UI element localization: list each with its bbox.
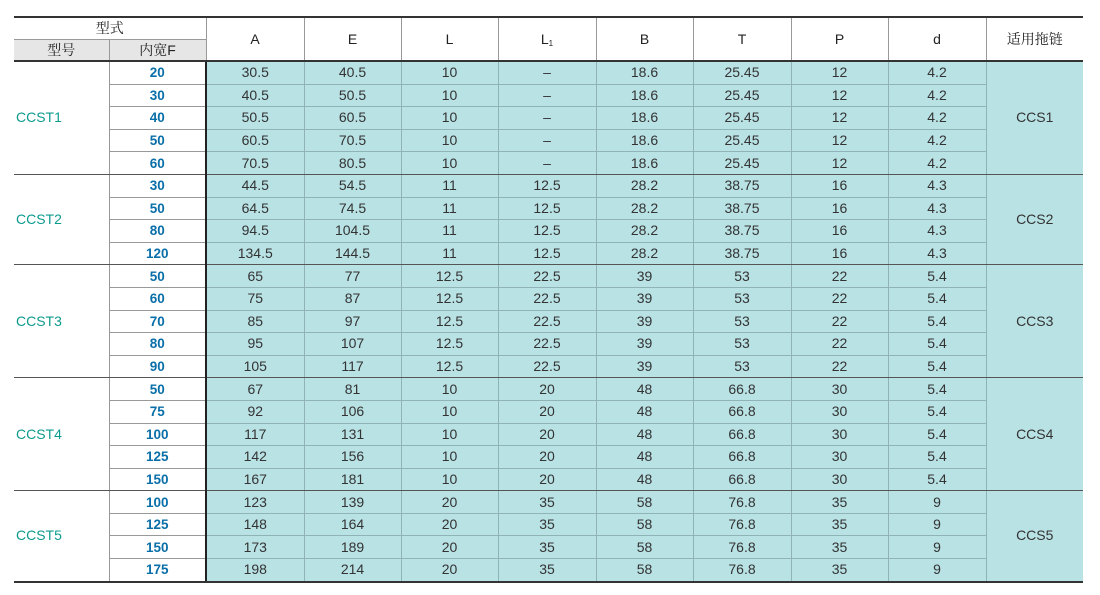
value-cell-e: 117 bbox=[304, 355, 401, 378]
col-header-chain: 适用拖链 bbox=[986, 17, 1083, 61]
value-cell-a: 95 bbox=[206, 333, 304, 356]
value-cell-l: 12.5 bbox=[401, 265, 498, 288]
value-cell-l1: 35 bbox=[498, 491, 596, 514]
value-cell-l: 10 bbox=[401, 152, 498, 175]
value-cell-b: 28.2 bbox=[596, 174, 693, 197]
value-cell-e: 156 bbox=[304, 446, 401, 469]
value-cell-t: 25.45 bbox=[693, 152, 791, 175]
value-cell-p: 35 bbox=[791, 491, 888, 514]
value-cell-p: 16 bbox=[791, 174, 888, 197]
value-cell-a: 117 bbox=[206, 423, 304, 446]
value-cell-e: 106 bbox=[304, 400, 401, 423]
value-cell-l1: 22.5 bbox=[498, 355, 596, 378]
value-cell-l: 10 bbox=[401, 378, 498, 401]
value-cell-a: 105 bbox=[206, 355, 304, 378]
value-cell-t: 25.45 bbox=[693, 61, 791, 84]
table-row bbox=[14, 513, 1083, 536]
value-cell-a: 60.5 bbox=[206, 129, 304, 152]
value-cell-e: 189 bbox=[304, 536, 401, 559]
value-cell-b: 48 bbox=[596, 468, 693, 491]
value-cell-d: 4.3 bbox=[888, 242, 986, 265]
value-cell-e: 77 bbox=[304, 265, 401, 288]
value-cell-p: 22 bbox=[791, 310, 888, 333]
value-cell-l1: 20 bbox=[498, 423, 596, 446]
table-row bbox=[14, 468, 1083, 491]
value-cell-l1: 20 bbox=[498, 400, 596, 423]
value-cell-l: 20 bbox=[401, 513, 498, 536]
value-cell-a: 92 bbox=[206, 400, 304, 423]
value-cell-l: 10 bbox=[401, 84, 498, 107]
value-cell-d: 5.4 bbox=[888, 378, 986, 401]
value-cell-e: 70.5 bbox=[304, 129, 401, 152]
value-cell-b: 28.2 bbox=[596, 220, 693, 243]
table-row bbox=[14, 174, 1083, 197]
value-cell-e: 107 bbox=[304, 333, 401, 356]
value-cell-p: 30 bbox=[791, 423, 888, 446]
col-header-b: B bbox=[596, 17, 693, 61]
value-cell-t: 66.8 bbox=[693, 423, 791, 446]
value-cell-l1: – bbox=[498, 152, 596, 175]
value-cell-b: 48 bbox=[596, 446, 693, 469]
value-cell-p: 12 bbox=[791, 84, 888, 107]
value-cell-l: 12.5 bbox=[401, 355, 498, 378]
value-cell-b: 48 bbox=[596, 423, 693, 446]
col-header-d: d bbox=[888, 17, 986, 61]
value-cell-d: 9 bbox=[888, 536, 986, 559]
value-cell-a: 198 bbox=[206, 559, 304, 582]
value-cell-t: 66.8 bbox=[693, 400, 791, 423]
value-cell-e: 144.5 bbox=[304, 242, 401, 265]
value-cell-l1: 12.5 bbox=[498, 174, 596, 197]
value-cell-t: 66.8 bbox=[693, 446, 791, 469]
value-cell-b: 18.6 bbox=[596, 84, 693, 107]
value-cell-d: 4.2 bbox=[888, 129, 986, 152]
width-cell: 125 bbox=[109, 513, 206, 536]
width-cell: 50 bbox=[109, 378, 206, 401]
col-header-p: P bbox=[791, 17, 888, 61]
value-cell-d: 5.4 bbox=[888, 333, 986, 356]
value-cell-p: 35 bbox=[791, 559, 888, 582]
value-cell-e: 74.5 bbox=[304, 197, 401, 220]
value-cell-d: 5.4 bbox=[888, 287, 986, 310]
value-cell-p: 30 bbox=[791, 400, 888, 423]
value-cell-d: 5.4 bbox=[888, 468, 986, 491]
value-cell-e: 80.5 bbox=[304, 152, 401, 175]
value-cell-p: 30 bbox=[791, 468, 888, 491]
value-cell-a: 64.5 bbox=[206, 197, 304, 220]
table-row bbox=[14, 107, 1083, 130]
spec-table-body bbox=[14, 61, 1083, 582]
width-cell: 150 bbox=[109, 536, 206, 559]
value-cell-l1: 35 bbox=[498, 513, 596, 536]
col-header-l: L bbox=[401, 17, 498, 61]
value-cell-b: 39 bbox=[596, 355, 693, 378]
col-header-l1-base: L bbox=[540, 30, 549, 47]
table-row bbox=[14, 310, 1083, 333]
value-cell-d: 9 bbox=[888, 559, 986, 582]
width-cell: 70 bbox=[109, 310, 206, 333]
value-cell-e: 181 bbox=[304, 468, 401, 491]
table-row bbox=[14, 129, 1083, 152]
value-cell-l1: 12.5 bbox=[498, 242, 596, 265]
value-cell-b: 58 bbox=[596, 536, 693, 559]
width-cell: 30 bbox=[109, 174, 206, 197]
value-cell-t: 25.45 bbox=[693, 84, 791, 107]
value-cell-l: 20 bbox=[401, 559, 498, 582]
value-cell-d: 5.4 bbox=[888, 400, 986, 423]
value-cell-p: 16 bbox=[791, 197, 888, 220]
table-row bbox=[14, 220, 1083, 243]
col-header-model: 型号 bbox=[14, 39, 109, 61]
width-cell: 100 bbox=[109, 423, 206, 446]
value-cell-t: 53 bbox=[693, 333, 791, 356]
value-cell-t: 25.45 bbox=[693, 107, 791, 130]
value-cell-l: 10 bbox=[401, 446, 498, 469]
value-cell-l1: 22.5 bbox=[498, 333, 596, 356]
value-cell-e: 40.5 bbox=[304, 61, 401, 84]
table-row bbox=[14, 400, 1083, 423]
value-cell-l: 10 bbox=[401, 423, 498, 446]
width-cell: 80 bbox=[109, 333, 206, 356]
value-cell-l: 11 bbox=[401, 220, 498, 243]
value-cell-l1: 20 bbox=[498, 468, 596, 491]
value-cell-a: 70.5 bbox=[206, 152, 304, 175]
value-cell-b: 18.6 bbox=[596, 129, 693, 152]
col-header-a: A bbox=[206, 17, 304, 61]
value-cell-e: 81 bbox=[304, 378, 401, 401]
chain-cell: CCS2 bbox=[986, 174, 1083, 264]
value-cell-p: 12 bbox=[791, 107, 888, 130]
value-cell-l1: 12.5 bbox=[498, 197, 596, 220]
value-cell-p: 35 bbox=[791, 513, 888, 536]
table-row bbox=[14, 152, 1083, 175]
value-cell-t: 76.8 bbox=[693, 491, 791, 514]
col-header-e: E bbox=[304, 17, 401, 61]
value-cell-t: 53 bbox=[693, 287, 791, 310]
value-cell-b: 39 bbox=[596, 265, 693, 288]
value-cell-l: 12.5 bbox=[401, 333, 498, 356]
value-cell-l1: 35 bbox=[498, 559, 596, 582]
table-row bbox=[14, 446, 1083, 469]
value-cell-e: 87 bbox=[304, 287, 401, 310]
value-cell-b: 18.6 bbox=[596, 152, 693, 175]
value-cell-l1: – bbox=[498, 61, 596, 84]
value-cell-l1: – bbox=[498, 107, 596, 130]
value-cell-l: 10 bbox=[401, 468, 498, 491]
value-cell-a: 173 bbox=[206, 536, 304, 559]
value-cell-b: 18.6 bbox=[596, 61, 693, 84]
value-cell-b: 28.2 bbox=[596, 197, 693, 220]
value-cell-a: 65 bbox=[206, 265, 304, 288]
value-cell-l: 12.5 bbox=[401, 287, 498, 310]
value-cell-d: 9 bbox=[888, 513, 986, 536]
value-cell-e: 54.5 bbox=[304, 174, 401, 197]
value-cell-t: 53 bbox=[693, 310, 791, 333]
value-cell-l: 11 bbox=[401, 174, 498, 197]
model-cell: CCST3 bbox=[14, 265, 109, 378]
value-cell-d: 5.4 bbox=[888, 355, 986, 378]
type-group-header: 型式 bbox=[14, 17, 206, 39]
value-cell-t: 38.75 bbox=[693, 174, 791, 197]
width-cell: 20 bbox=[109, 61, 206, 84]
value-cell-t: 66.8 bbox=[693, 468, 791, 491]
value-cell-p: 22 bbox=[791, 355, 888, 378]
value-cell-t: 38.75 bbox=[693, 242, 791, 265]
table-row bbox=[14, 84, 1083, 107]
value-cell-t: 38.75 bbox=[693, 220, 791, 243]
value-cell-p: 30 bbox=[791, 446, 888, 469]
value-cell-l1: 22.5 bbox=[498, 310, 596, 333]
value-cell-l1: – bbox=[498, 129, 596, 152]
value-cell-l: 11 bbox=[401, 197, 498, 220]
value-cell-a: 167 bbox=[206, 468, 304, 491]
value-cell-l: 10 bbox=[401, 61, 498, 84]
chain-cell: CCS3 bbox=[986, 265, 1083, 378]
table-row bbox=[14, 242, 1083, 265]
model-cell: CCST1 bbox=[14, 61, 109, 174]
value-cell-a: 40.5 bbox=[206, 84, 304, 107]
value-cell-p: 16 bbox=[791, 220, 888, 243]
width-cell: 50 bbox=[109, 129, 206, 152]
value-cell-b: 39 bbox=[596, 287, 693, 310]
width-cell: 50 bbox=[109, 265, 206, 288]
value-cell-t: 25.45 bbox=[693, 129, 791, 152]
value-cell-a: 30.5 bbox=[206, 61, 304, 84]
value-cell-a: 148 bbox=[206, 513, 304, 536]
value-cell-l: 20 bbox=[401, 536, 498, 559]
table-row bbox=[14, 197, 1083, 220]
table-row bbox=[14, 423, 1083, 446]
value-cell-b: 28.2 bbox=[596, 242, 693, 265]
value-cell-a: 67 bbox=[206, 378, 304, 401]
table-row bbox=[14, 265, 1083, 288]
value-cell-e: 50.5 bbox=[304, 84, 401, 107]
value-cell-d: 5.4 bbox=[888, 446, 986, 469]
value-cell-l: 20 bbox=[401, 491, 498, 514]
value-cell-d: 5.4 bbox=[888, 310, 986, 333]
value-cell-d: 4.2 bbox=[888, 107, 986, 130]
value-cell-l1: – bbox=[498, 84, 596, 107]
value-cell-t: 38.75 bbox=[693, 197, 791, 220]
value-cell-t: 53 bbox=[693, 265, 791, 288]
value-cell-b: 18.6 bbox=[596, 107, 693, 130]
value-cell-e: 131 bbox=[304, 423, 401, 446]
value-cell-p: 12 bbox=[791, 61, 888, 84]
value-cell-l: 12.5 bbox=[401, 310, 498, 333]
width-cell: 125 bbox=[109, 446, 206, 469]
value-cell-d: 4.3 bbox=[888, 174, 986, 197]
value-cell-e: 214 bbox=[304, 559, 401, 582]
value-cell-e: 164 bbox=[304, 513, 401, 536]
table-row bbox=[14, 536, 1083, 559]
width-cell: 40 bbox=[109, 107, 206, 130]
value-cell-d: 5.4 bbox=[888, 265, 986, 288]
value-cell-p: 12 bbox=[791, 129, 888, 152]
value-cell-b: 58 bbox=[596, 513, 693, 536]
width-cell: 50 bbox=[109, 197, 206, 220]
value-cell-l1: 22.5 bbox=[498, 265, 596, 288]
value-cell-l: 10 bbox=[401, 129, 498, 152]
value-cell-d: 4.3 bbox=[888, 197, 986, 220]
value-cell-b: 58 bbox=[596, 491, 693, 514]
spec-table bbox=[14, 16, 1083, 583]
value-cell-a: 75 bbox=[206, 287, 304, 310]
col-header-t: T bbox=[693, 17, 791, 61]
width-cell: 120 bbox=[109, 242, 206, 265]
table-row bbox=[14, 355, 1083, 378]
spec-table-container bbox=[14, 16, 1083, 583]
value-cell-p: 22 bbox=[791, 265, 888, 288]
value-cell-d: 4.2 bbox=[888, 152, 986, 175]
value-cell-l1: 20 bbox=[498, 446, 596, 469]
value-cell-b: 39 bbox=[596, 310, 693, 333]
width-cell: 100 bbox=[109, 491, 206, 514]
chain-cell: CCS5 bbox=[986, 491, 1083, 582]
width-cell: 90 bbox=[109, 355, 206, 378]
value-cell-p: 22 bbox=[791, 287, 888, 310]
value-cell-e: 60.5 bbox=[304, 107, 401, 130]
value-cell-t: 66.8 bbox=[693, 378, 791, 401]
width-cell: 60 bbox=[109, 152, 206, 175]
table-row bbox=[14, 559, 1083, 582]
value-cell-a: 134.5 bbox=[206, 242, 304, 265]
value-cell-b: 48 bbox=[596, 400, 693, 423]
value-cell-l: 10 bbox=[401, 107, 498, 130]
table-row bbox=[14, 333, 1083, 356]
col-header-width: 内宽F bbox=[109, 39, 206, 61]
value-cell-a: 50.5 bbox=[206, 107, 304, 130]
value-cell-a: 85 bbox=[206, 310, 304, 333]
model-cell: CCST5 bbox=[14, 491, 109, 582]
value-cell-l: 10 bbox=[401, 400, 498, 423]
value-cell-a: 142 bbox=[206, 446, 304, 469]
value-cell-d: 4.3 bbox=[888, 220, 986, 243]
chain-cell: CCS4 bbox=[986, 378, 1083, 491]
value-cell-l1: 22.5 bbox=[498, 287, 596, 310]
width-cell: 80 bbox=[109, 220, 206, 243]
col-header-l1 bbox=[498, 17, 596, 61]
value-cell-d: 5.4 bbox=[888, 423, 986, 446]
value-cell-a: 123 bbox=[206, 491, 304, 514]
width-cell: 75 bbox=[109, 400, 206, 423]
value-cell-t: 76.8 bbox=[693, 536, 791, 559]
value-cell-p: 35 bbox=[791, 536, 888, 559]
value-cell-t: 53 bbox=[693, 355, 791, 378]
value-cell-b: 58 bbox=[596, 559, 693, 582]
model-cell: CCST4 bbox=[14, 378, 109, 491]
table-row bbox=[14, 378, 1083, 401]
value-cell-t: 76.8 bbox=[693, 513, 791, 536]
value-cell-l: 11 bbox=[401, 242, 498, 265]
model-cell: CCST2 bbox=[14, 174, 109, 264]
width-cell: 30 bbox=[109, 84, 206, 107]
width-cell: 60 bbox=[109, 287, 206, 310]
value-cell-d: 9 bbox=[888, 491, 986, 514]
table-row bbox=[14, 287, 1083, 310]
value-cell-l1: 20 bbox=[498, 378, 596, 401]
value-cell-l1: 12.5 bbox=[498, 220, 596, 243]
value-cell-p: 30 bbox=[791, 378, 888, 401]
value-cell-b: 39 bbox=[596, 333, 693, 356]
value-cell-t: 76.8 bbox=[693, 559, 791, 582]
value-cell-p: 16 bbox=[791, 242, 888, 265]
value-cell-p: 22 bbox=[791, 333, 888, 356]
value-cell-l1: 35 bbox=[498, 536, 596, 559]
value-cell-d: 4.2 bbox=[888, 84, 986, 107]
width-cell: 175 bbox=[109, 559, 206, 582]
value-cell-p: 12 bbox=[791, 152, 888, 175]
chain-cell: CCS1 bbox=[986, 61, 1083, 174]
value-cell-b: 48 bbox=[596, 378, 693, 401]
table-row bbox=[14, 61, 1083, 84]
value-cell-e: 139 bbox=[304, 491, 401, 514]
value-cell-a: 44.5 bbox=[206, 174, 304, 197]
width-cell: 150 bbox=[109, 468, 206, 491]
value-cell-d: 4.2 bbox=[888, 61, 986, 84]
value-cell-e: 104.5 bbox=[304, 220, 401, 243]
value-cell-a: 94.5 bbox=[206, 220, 304, 243]
table-row bbox=[14, 491, 1083, 514]
value-cell-e: 97 bbox=[304, 310, 401, 333]
col-header-l1-subscript: 1 bbox=[548, 38, 554, 48]
